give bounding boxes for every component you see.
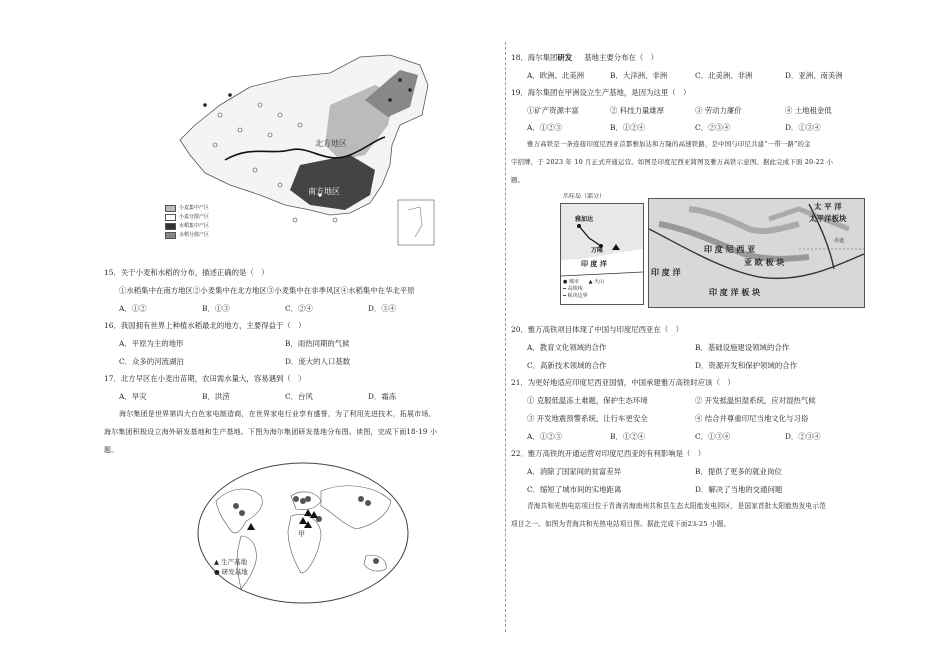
- q20-option-a[interactable]: A．教育文化领域的合作: [527, 343, 607, 352]
- q21-statement-4: ④ 结合并尊重印尼当地文化与习俗: [695, 414, 809, 423]
- inset-title: 爪哇岛（部分）: [563, 193, 606, 200]
- q20-option-c[interactable]: C．高新技术领域的合作: [527, 361, 607, 370]
- q21-stem: 21．为更好地适应印度尼西亚国情，中国承建雅万高铁时应该（ ）: [511, 378, 735, 387]
- volcano-icon: ▲: [588, 279, 593, 285]
- q21-statement-3: ③ 开发地震预警系统，让行车更安全: [527, 414, 648, 423]
- q17-option-d[interactable]: D．霜冻: [368, 392, 397, 401]
- q18-option-d[interactable]: D．亚洲、南美洲: [785, 71, 843, 80]
- q17-option-c[interactable]: C．台风: [285, 392, 313, 401]
- haier-intro-line-2: 海尔集团积极设立海外研发基地和生产基地。下图为海尔集团研发基地分布图。读图，完成下面18-19 小: [104, 428, 438, 436]
- city-icon: ●: [563, 279, 568, 285]
- q19-statement-2: ② 科技力量雄厚: [610, 106, 665, 115]
- q19-stem: 19．海尔集团在甲洲设立生产基地，是因为这里（ ）: [511, 88, 691, 97]
- q20-option-b[interactable]: B．基础设施建设领域的合作: [695, 343, 790, 352]
- world-map-legend: [214, 559, 248, 575]
- inset-indian-ocean: 印 度 洋: [581, 260, 607, 268]
- q22-option-b[interactable]: B．提供了更多的就业岗位: [695, 467, 782, 476]
- haier-world-map: [196, 461, 411, 606]
- q19-statement-4: ④ 土地租金低: [785, 106, 832, 115]
- q18-stem: [511, 54, 658, 61]
- indonesia-main-map: [648, 198, 865, 308]
- indonesia-label: 印 度 尼 西 亚: [704, 245, 756, 254]
- legend-production: 生产基地: [221, 558, 248, 566]
- q15-option-d[interactable]: D．③④: [368, 304, 397, 313]
- indian-ocean-label: 印 度 洋: [651, 268, 681, 277]
- yawan-intro-line-3: 题。: [511, 176, 525, 184]
- triangle-icon: ▲: [214, 558, 219, 566]
- indonesia-map: [560, 193, 870, 308]
- q17-option-b[interactable]: B．洪涝: [202, 392, 230, 401]
- q15-option-b[interactable]: B．①③: [202, 304, 230, 313]
- legend-volcano: 火山: [594, 279, 605, 285]
- q18-option-c[interactable]: C．北美洲、非洲: [695, 71, 753, 80]
- q16-option-d[interactable]: D．庞大的人口基数: [285, 357, 351, 366]
- north-region-label: 北方地区: [315, 139, 347, 148]
- china-map-legend: [165, 205, 209, 239]
- yawan-intro-line-1: 雅万高铁是一条连接印度尼西亚首都雅加达和万隆的高速铁路，是中国与印尼共建“一带一路”的金: [527, 140, 811, 148]
- legend-plate-boundary: 板块边界: [567, 293, 588, 299]
- chidao-label: 赤道: [834, 238, 845, 244]
- qinghai-intro-line-1: 青海共和光热电站项目位于青海省海南州共和县生态太阳能发电园区，是国家首批太阳能热发电示范: [527, 502, 826, 510]
- q15-statements: ①水稻集中在南方地区②小麦集中在北方地区③小麦集中在非季风区④水稻集中在华北平原: [119, 286, 415, 295]
- q18-stem-a: 18．海尔集团: [511, 53, 558, 62]
- legend-wheat-scattered: 小麦分散产区: [179, 214, 210, 220]
- china-crop-map: [160, 45, 448, 250]
- q16-option-b[interactable]: B．雨热同期的气候: [285, 339, 350, 348]
- dot-icon: ●: [214, 567, 220, 576]
- q21-option-a[interactable]: A．①②③: [527, 432, 562, 441]
- eurasian-plate-label: 亚 欧 板 块: [744, 258, 785, 267]
- south-region-label: 南方地区: [308, 187, 340, 196]
- q22-stem: 22．雅万高铁的开通运营对印度尼西亚的有利影响是（ ）: [511, 449, 706, 458]
- jakarta-label: 雅加达: [575, 216, 594, 223]
- column-divider: [505, 42, 506, 632]
- q19-option-a[interactable]: A．①②③: [527, 123, 562, 132]
- q15-option-c[interactable]: C．②④: [285, 304, 313, 313]
- pacific-label: 太 平 洋: [814, 202, 842, 211]
- q18-option-b[interactable]: B．大洋洲、非洲: [610, 71, 668, 80]
- haier-intro-line-3: 题。: [104, 446, 119, 454]
- haier-intro-line-1: 海尔集团是世界第四大白色家电制造商，在世界家电行业享有盛誉，为了利用先进技术，拓展市场，: [119, 410, 436, 418]
- inset-legend: [563, 279, 604, 300]
- q19-option-d[interactable]: D．①③④: [785, 123, 821, 132]
- legend-rail: 高铁线: [567, 286, 583, 292]
- q19-option-c[interactable]: C．②③④: [695, 123, 731, 132]
- q19-statement-3: ③ 劳动力廉价: [695, 106, 742, 115]
- q22-option-c[interactable]: C．缩短了城市间的实地距离: [527, 485, 622, 494]
- q16-option-a[interactable]: A．平原为主的地形: [119, 339, 184, 348]
- q21-option-d[interactable]: D．②③④: [785, 432, 821, 441]
- q19-option-b[interactable]: B．①②④: [610, 123, 645, 132]
- jia-label: 甲: [298, 530, 305, 538]
- q22-option-d[interactable]: D．解决了当地的交通问题: [695, 485, 783, 494]
- pacific-plate-label: 太平洋板块: [809, 214, 847, 223]
- indian-plate-label: 印 度 洋 板 块: [709, 288, 761, 297]
- q15-stem: 15．关于小麦和水稻的分布，描述正确的是（ ）: [104, 268, 269, 277]
- legend-wheat-concentrated: 小麦集中产区: [179, 205, 210, 211]
- q22-option-a[interactable]: A．消除了国家间的贫富差异: [527, 467, 622, 476]
- q15-option-a[interactable]: A．①②: [119, 304, 147, 313]
- plate-boundary-icon: ━: [563, 293, 567, 299]
- bandung-label: 万隆: [591, 247, 604, 254]
- q18-stem-b: 基地主要分布在（ ）: [584, 53, 659, 62]
- q17-stem: 17．北方早区在小麦出苗期，农田需水量大，容易遇到（ ）: [104, 374, 306, 383]
- q17-option-a[interactable]: A．旱灾: [119, 392, 147, 401]
- java-inset: [560, 193, 644, 305]
- rail-line-icon: ━: [563, 286, 567, 292]
- legend-research: 研发基地: [221, 567, 248, 576]
- q16-option-c[interactable]: C．众多的河流湖泊: [119, 357, 184, 366]
- q21-option-b[interactable]: B．①②④: [610, 432, 645, 441]
- legend-rice-concentrated: 水稻集中产区: [179, 223, 210, 229]
- q21-statement-1: ① 克服低温冻土难题，保护生态环境: [527, 396, 648, 405]
- q16-stem: 16．我国拥有世界上种植水稻最北的地方，主要得益于（ ）: [104, 321, 306, 330]
- q18-option-a[interactable]: A．欧洲、北美洲: [527, 71, 585, 80]
- q21-statement-2: ② 开发抵温恒湿系统，应对湿热气候: [695, 396, 816, 405]
- q19-statement-1: ①矿产资源丰富: [527, 106, 579, 115]
- yawan-intro-line-2: 字招牌，于 2023 年 10 月正式开通运营。如图是印度尼西亚简图及雅万高铁示意图。据此完成下面 20-22 小: [511, 158, 834, 166]
- legend-city: 城市: [568, 279, 579, 285]
- q21-option-c[interactable]: C．①③④: [695, 432, 731, 441]
- q20-stem: 20．雅万高铁项目体现了中国与印度尼西亚在（ ）: [511, 325, 684, 334]
- q18-stem-bold: 研发: [557, 53, 573, 62]
- legend-rice-scattered: 水稻分散产区: [179, 232, 210, 238]
- q20-option-d[interactable]: D．资源开发和保护领域的合作: [695, 361, 798, 370]
- qinghai-intro-line-2: 项目之一。如图为青海共和光热电站项目图。据此完成下面23-25 小题。: [511, 520, 731, 528]
